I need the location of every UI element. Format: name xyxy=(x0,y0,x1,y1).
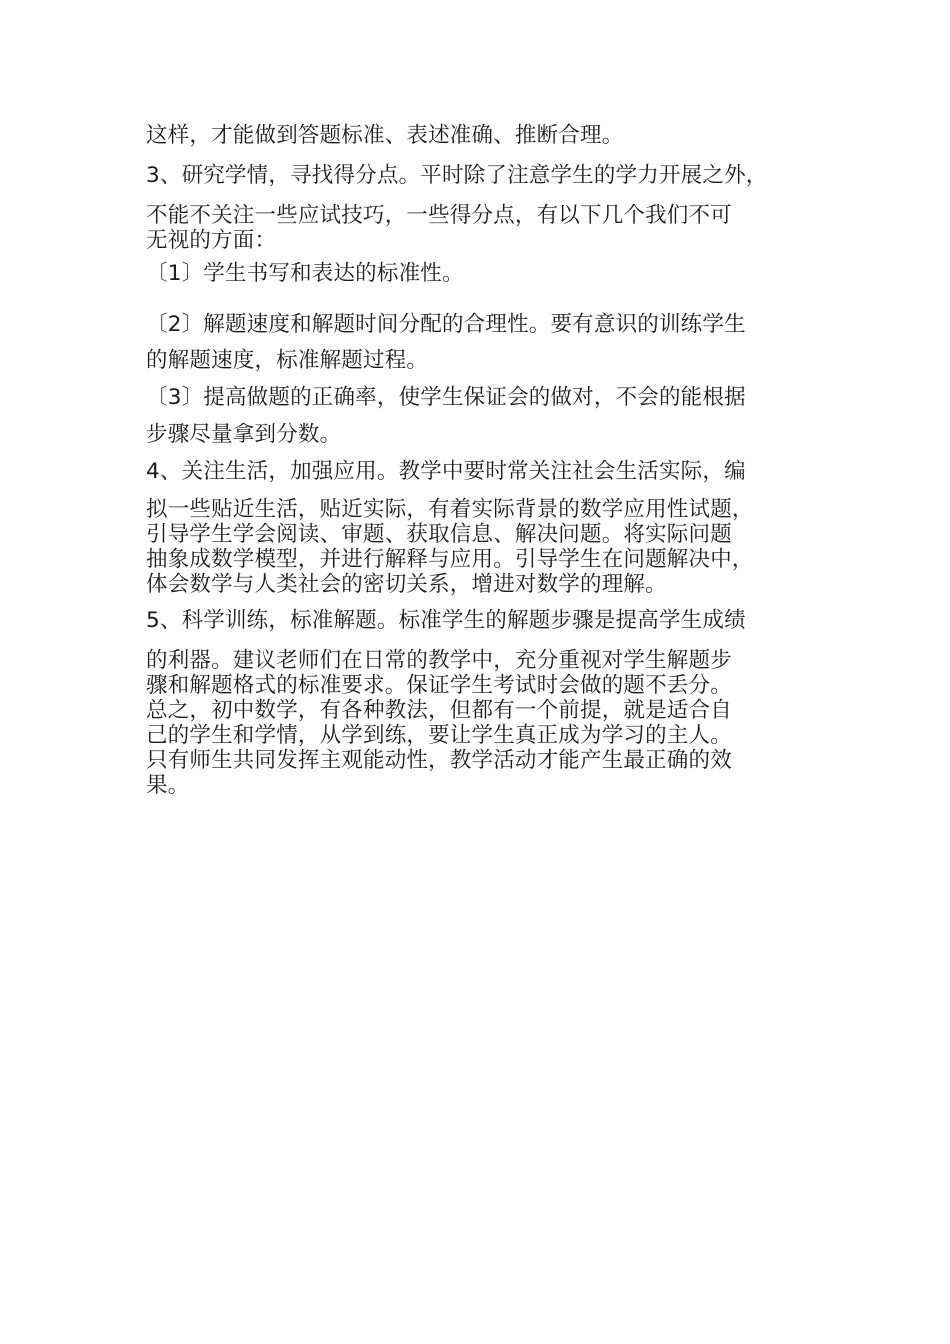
text-line: 己的学生和学情，从学到练，要让学生真正成为学习的主人。 xyxy=(146,723,732,748)
text-line: 果。 xyxy=(146,773,190,798)
text-line: 的利器。建议老师们在日常的教学中，充分重视对学生解题步 xyxy=(146,648,732,673)
text-line: 5、科学训练，标准解题。标准学生的解题步骤是提高学生成绩 xyxy=(146,608,746,633)
text-line: 骤和解题格式的标准要求。保证学生考试时会做的题不丢分。 xyxy=(146,673,732,698)
text-line: 4、关注生活，加强应用。教学中要时常关注社会生活实际，编 xyxy=(146,459,746,484)
text-line: 步骤尽量拿到分数。 xyxy=(146,422,342,447)
text-line: 不能不关注一些应试技巧，一些得分点，有以下几个我们不可 xyxy=(146,203,732,228)
text-line: 只有师生共同发挥主观能动性，教学活动才能产生最正确的效 xyxy=(146,748,732,773)
text-line: 总之，初中数学，有各种教法，但都有一个前提，就是适合自 xyxy=(146,698,732,723)
text-line: 〔1〕学生书写和表达的标准性。 xyxy=(146,261,464,286)
text-line: 无视的方面： xyxy=(146,228,277,253)
text-line: 拟一些贴近生活，贴近实际，有着实际背景的数学应用性试题， xyxy=(146,497,754,522)
text-line: 〔2〕解题速度和解题时间分配的合理性。要有意识的训练学生 xyxy=(146,312,746,337)
text-line: 的解题速度，标准解题过程。 xyxy=(146,348,429,373)
text-line: 抽象成数学模型，并进行解释与应用。引导学生在问题解决中， xyxy=(146,547,754,572)
text-line: 〔3〕提高做题的正确率，使学生保证会的做对，不会的能根据 xyxy=(146,385,746,410)
text-line: 引导学生学会阅读、审题、获取信息、解决问题。将实际问题 xyxy=(146,522,732,547)
text-line: 这样，才能做到答题标准、表述准确、推断合理。 xyxy=(146,123,624,148)
text-line: 体会数学与人类社会的密切关系，增进对数学的理解。 xyxy=(146,572,667,597)
text-line: 3、研究学情，寻找得分点。平时除了注意学生的学力开展之外， xyxy=(146,163,768,188)
